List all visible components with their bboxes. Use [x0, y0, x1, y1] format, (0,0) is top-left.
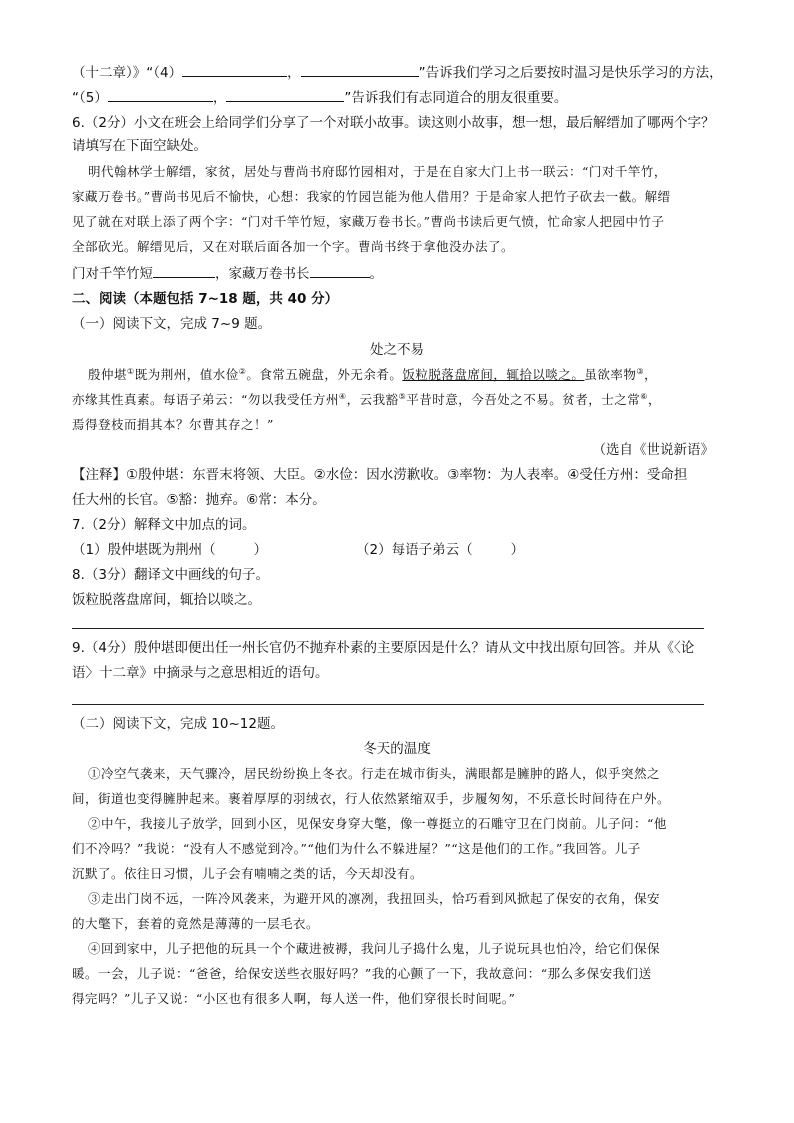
passage-text: 平昔时意，今吾处之不易。贫者，士之常	[406, 392, 641, 407]
notes: 【注释】①殷仲堪：东晋末将领、大臣。②水俭：因水涝歉收。③率物：为人表率。④受任方州：受命担	[72, 467, 688, 483]
passage-text: 。食常五碗盘，外无余肴。	[246, 367, 403, 382]
answer-blank-6a[interactable]	[153, 263, 215, 278]
underlined-sentence: 饭粒脱落盘席间，辄拾以啖之。	[402, 367, 585, 382]
passage-text: 虽欲率物	[584, 367, 637, 382]
q7-stem: 7.（2分）解释文中加点的词。	[72, 517, 256, 533]
note-marker: ⑥	[640, 391, 648, 401]
note-marker: ④	[338, 391, 347, 401]
paren: ）	[510, 542, 525, 558]
comma: ，	[212, 90, 227, 106]
answer-blank-5a[interactable]	[108, 87, 213, 102]
essay-line: ④回到家中，儿子把他的玩具一个个藏进被褥，我问儿子捣什么鬼，儿子说玩具也怕冷，给它们保保	[88, 941, 661, 956]
essay-line: ①冷空气袭来，天气骤冷，居民纷纷换上冬衣。行走在城市街头，满眼都是臃肿的路人，似乎突然之	[88, 766, 661, 781]
q8-sentence: 饭粒脱落盘席间，辄拾以啖之。	[72, 592, 261, 608]
essay-line: ②中午，我接儿子放学，回到小区，见保安身穿大氅，像一尊挺立的石雕守卫在门岗前。儿子问：“他	[88, 816, 667, 831]
answer-line-9[interactable]	[72, 704, 704, 705]
essay-line: 暖。一会，儿子说：“爸爸，给保安送些衣服好吗？”我的心颤了一下，我故意问：“那么多保安我们送	[72, 966, 652, 981]
answer-line-8[interactable]	[72, 628, 704, 629]
q5-text: ”告诉我们有志同道合的朋友很重要。	[344, 90, 568, 106]
q6-answer-line	[72, 263, 383, 284]
comma: ，	[287, 65, 301, 81]
story-line: 见了就在对联上添了两个字：“门对千竿竹短，家藏万卷书长。”曹尚书读后更气愤，忙命家人把园中竹子	[72, 214, 665, 229]
part-intro: （二）阅读下文，完成 10~12题。	[72, 716, 284, 732]
passage-line	[88, 365, 657, 385]
note-marker: ①	[127, 366, 135, 376]
answer-blank-4b[interactable]	[301, 62, 419, 77]
passage-text: ，	[647, 392, 661, 407]
note-marker: ③	[636, 366, 645, 376]
story-line: 全部砍光。解缙见后，又在对联后面各加一个字。曹尚书终于拿他没办法了。	[72, 239, 515, 254]
q9-stem: 语〉十二章》中摘录与之意思相近的语句。	[72, 665, 329, 681]
q7-text: （2）每语子弟云（	[356, 542, 473, 558]
passage-line: 焉得登枝而捐其本？尔曹其存之！”	[72, 417, 274, 432]
answer-blank-4a[interactable]	[182, 62, 287, 77]
essay-line: ③走出门岗不远，一阵冷风袭来，为避开风的凛冽，我扭回头，恰巧看到风掀起了保安的衣角，保安	[88, 891, 661, 906]
essay-line: 沉默了。依往日习惯，儿子会有喃喃之类的话，今天却没有。	[72, 866, 424, 881]
essay-line: 们不冷吗？”我说：“没有人不感觉到冷。”“他们为什么不躲进屋？”“这是他们的工作。”我回答。儿子	[72, 841, 641, 856]
note-marker: ⑤	[398, 391, 407, 401]
essay-line: 间，街道也变得臃肿起来。裹着厚厚的羽绒衣，行人依然紧缩双手，步履匆匆，不乐意长时间待在户外。	[72, 791, 671, 806]
answer-blank-5b[interactable]	[226, 87, 344, 102]
part-intro: （一）阅读下文，完成 7~9 题。	[72, 316, 272, 332]
passage-text: 既为荆州，值水俭	[134, 367, 239, 382]
q7-item-2	[356, 540, 524, 560]
q5-text: （十二章）》“（4）	[72, 65, 183, 81]
answer-blank-6b[interactable]	[310, 263, 370, 278]
q5-text: ”告诉我们学习之后要按时温习是快乐学习的方法，	[418, 65, 723, 81]
story-line: 明代翰林学士解缙，家贫，居处与曹尚书府邸竹园相对，于是在自家大门上书一联云：“门对千竿竹，	[88, 164, 667, 179]
passage-text: 殷仲堪	[88, 367, 128, 382]
q7-text: （1）殷仲堪既为荆州（	[72, 542, 216, 558]
notes: 任大州的长官。⑤豁：抛弃。⑥常：本分。	[72, 492, 326, 508]
q9-stem: 9.（4分）殷仲堪即便出任一州长官仍不抛弃朴素的主要原因是什么？请从文中找出原句回答。并从《〈论	[72, 640, 695, 656]
note-marker: ②	[238, 366, 247, 376]
q6-answer-text: ，家藏万卷书长	[215, 266, 310, 282]
passage-line	[72, 390, 661, 410]
section-heading: 二、阅读（本题包括 7~18 题，共 40 分）	[72, 291, 339, 307]
q7-item-1	[72, 540, 267, 560]
passage-text: 亦缘其性真素。每语子弟云：“勿以我受任方州	[72, 392, 339, 407]
passage-text: ，云我豁	[346, 392, 399, 407]
paren: ）	[253, 542, 268, 558]
essay-line: 的大氅下，套着的竟然是薄薄的一层毛衣。	[72, 916, 320, 931]
passage-title: 处之不易	[370, 342, 424, 358]
source-citation: （选自《世说新语》	[592, 442, 714, 458]
essay-line: 得完吗？”儿子又说：“小区也有很多人啊，每人送一件，他们穿很长时间呢。”	[72, 991, 516, 1006]
q6-stem: 6.（2分）小文在班会上给同学们分享了一个对联小故事。读这则小故事，想一想，最后解缙加了哪两个字？	[72, 115, 715, 131]
q8-stem: 8.（3分）翻译文中画线的句子。	[72, 567, 269, 583]
q5-text: “（5）	[72, 90, 108, 106]
passage-text: ，	[644, 367, 658, 382]
story-line: 家藏万卷书。”曹尚书见后不愉快，心想：我家的竹园岂能为他人借用？于是命家人把竹子砍去一截。解缙	[72, 189, 671, 204]
q5-line-1	[72, 62, 723, 83]
q6-answer-text: 门对千竿竹短	[72, 266, 153, 282]
q6-stem: 请填写在下面空缺处。	[72, 138, 207, 154]
q5-line-2	[72, 87, 567, 108]
passage-title: 冬天的温度	[363, 741, 431, 757]
period: 。	[369, 266, 383, 282]
